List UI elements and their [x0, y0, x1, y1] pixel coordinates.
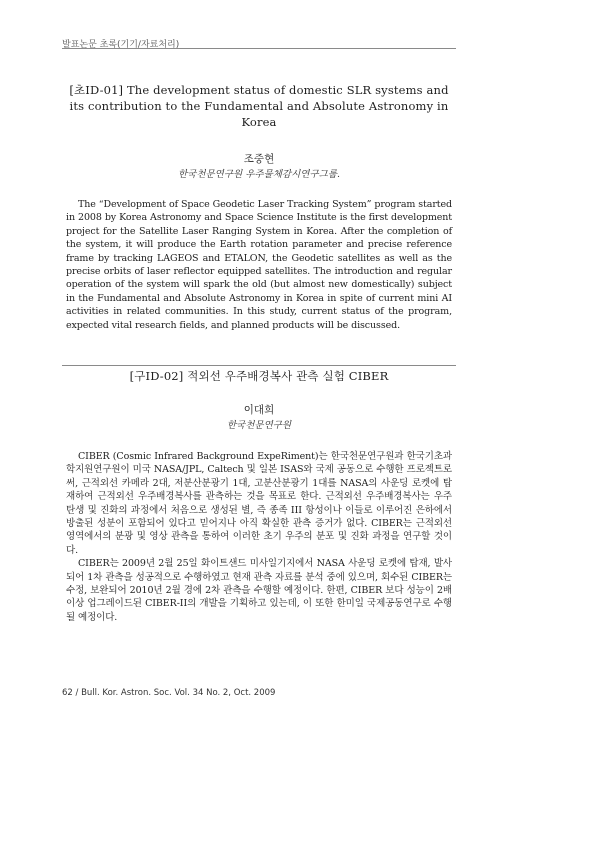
abstract-1-paragraph-1: The “Development of Space Geodetic Laser Tracking System” program started in 2008 by Korea Astronomy and Space Science Institute is the first development project for the Satellite Laser Ranging System in Korea. After the completion of the system, it will produce the Earth rotation parameter and precise reference frame by tracking LAGEOS and ETALON, the Geodetic satellites as well as the precise orbits of laser reflector equipped satellites. The introduction and regular operation of the system will spark the old (but almost new domestically) subject in the Fundamental and Absolute Astronomy in Korea in spite of current mini AI activities in related communities. In this study, current status of the program, expected vital research fields, and planned products will be discussed.	[66, 199, 452, 331]
section-divider	[62, 365, 456, 366]
running-head: 발표논문 초록(기기/자료처리)	[62, 40, 180, 50]
abstract-1-title: [초ID-01] The development status of domestic SLR systems and its contribution to the Fundamental and Absolute Astronomy in Korea	[69, 83, 449, 129]
page-footer: 62 / Bull. Kor. Astron. Soc. Vol. 34 No. 2, Oct. 2009	[62, 688, 276, 698]
abstract-2-author: 이대희	[243, 404, 275, 416]
abstract-2-title: [구ID-02] 적외선 우주배경복사 관측 실험 CIBER	[129, 369, 389, 383]
abstract-1-body	[66, 198, 452, 332]
abstract-1-affiliation: 한국천문연구원 우주물체감시연구그룹.	[177, 169, 341, 180]
header-rule	[62, 48, 456, 49]
abstract-1	[66, 82, 452, 332]
abstract-2-body	[66, 450, 452, 624]
abstract-2-paragraph-2: CIBER는 2009년 2월 25일 화이트샌드 미사일기지에서 NASA 사운딩 로켓에 탑재, 발사되어 1차 관측을 성공적으로 수행하였고 현재 관측 자료를 분석 중에 있으며, 회수된 CIBER는 수정, 보완되어 2010년 2월 경에 2차 관측을 수행할 예정이다. 한편, CIBER 보다 성능이 2배 이상 업그레이드된 CIBER-II의 개발을 기획하고 있는데, 이 또한 한미일 국제공동연구로 수행될 예정이다.	[66, 558, 452, 623]
abstract-2-paragraph-1: CIBER (Cosmic Infrared Background ExpeRiment)는 한국천문연구원과 한국기초과학지원연구원이 미국 NASA/JPL, Caltech 및 일본 ISAS와 국제 공동으로 수행한 프로젝트로써, 근적외선 카메라 2대, 저분산분광기 1대, 고분산분광기 1대를 NASA의 사운딩 로켓에 탑재하여 근적외선 우주배경복사를 관측하는 것을 목표로 한다. 근적외선 우주배경복사는 우주 탄생 및 진화의 과정에서 처음으로 생성된 별, 즉 종족 III 항성이나 이들로 이루어진 은하에서 방출된 성분이 포함되어 있다고 믿어지나 아직 확실한 관측 증거가 없다. CIBER는 근적외선 영역에서의 분광 및 영상 관측을 통하여 이러한 초기 우주의 분포 및 진화 과정을 연구할 것이다.	[66, 451, 452, 556]
abstract-1-author: 조중현	[243, 153, 275, 165]
abstract-2-affiliation: 한국천문연구원	[226, 420, 292, 431]
abstract-2	[66, 368, 452, 624]
